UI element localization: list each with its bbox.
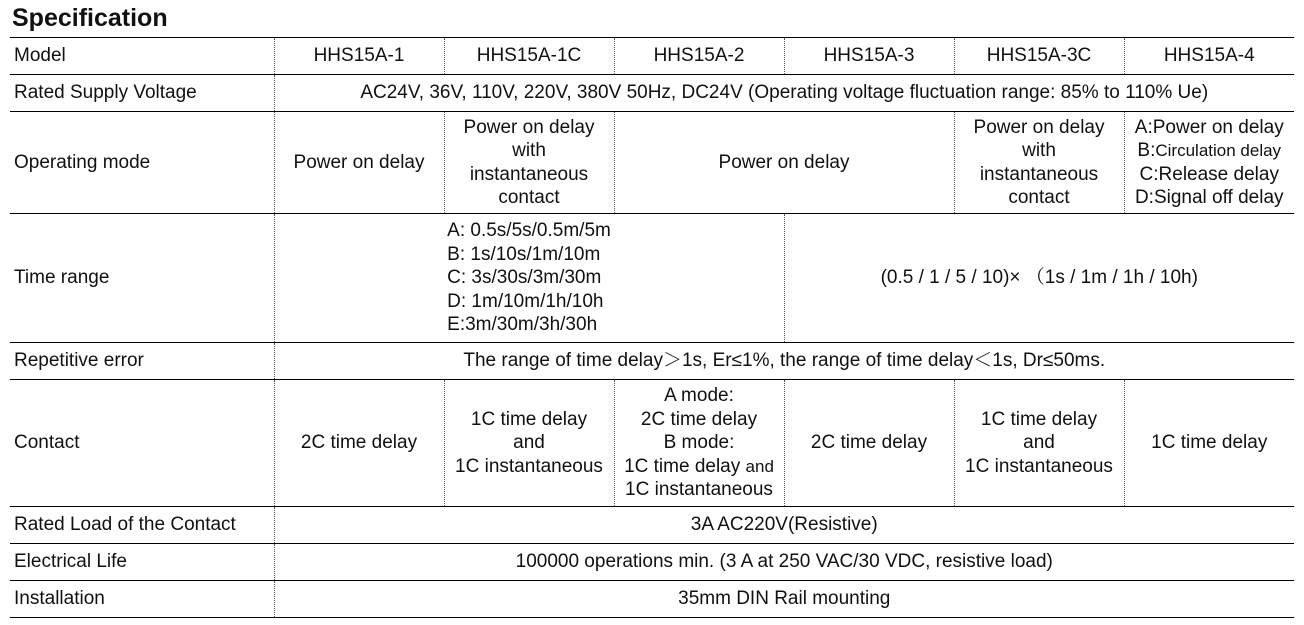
operating-mode-cell: Power on delay — [614, 112, 954, 214]
cell-line: B mode: — [663, 432, 735, 454]
model-cell: HHS15A-2 — [614, 38, 784, 75]
mode-key: D: — [1134, 187, 1154, 208]
mode-text: Power on delay — [1152, 116, 1284, 138]
row-installation — [10, 581, 1294, 618]
cell-line: 1C instantaneous — [625, 479, 773, 501]
cell-line: contact — [1008, 187, 1070, 208]
time-range-line: D: 1m/10m/1h/10h — [447, 290, 604, 312]
contact-cell: 2C time delay — [784, 380, 954, 507]
contact-cell: 2C time delay — [274, 380, 444, 507]
row-repetitive-error — [10, 343, 1294, 380]
cell-text: 1C time delay — [624, 455, 741, 477]
installation-label: Installation — [10, 581, 274, 618]
row-model — [10, 38, 1294, 75]
row-operating-mode — [10, 112, 1294, 214]
mode-line — [1129, 186, 1291, 210]
time-range-line: A: 0.5s/5s/0.5m/5m — [447, 220, 611, 242]
time-range-line: E:3m/30m/3h/30h — [447, 314, 598, 336]
time-range-right: (0.5 / 1 / 5 / 10)× （1s / 1m / 1h / 10h) — [784, 214, 1294, 343]
mode-line — [1129, 163, 1291, 187]
cell-line: and — [1023, 432, 1055, 454]
mode-text: Release delay — [1158, 163, 1279, 185]
time-range-line: B: 1s/10s/1m/10m — [447, 243, 601, 265]
mode-key: C: — [1139, 163, 1159, 185]
page-title: Specification — [12, 4, 168, 32]
row-time-range — [10, 214, 1294, 343]
row-rated-load — [10, 507, 1294, 544]
mode-text: Signal off delay — [1153, 187, 1284, 208]
cell-line: instantaneous — [469, 163, 589, 185]
contact-label: Contact — [10, 380, 274, 507]
cell-line: instantaneous — [979, 163, 1099, 185]
time-range-label: Time range — [10, 214, 274, 343]
electrical-life-value: 100000 operations min. (3 A at 250 VAC/30 VDC, resistive load) — [274, 544, 1294, 581]
operating-mode-label: Operating mode — [10, 112, 274, 214]
cell-line: and — [513, 432, 545, 454]
contact-cell — [444, 380, 614, 507]
installation-value: 35mm DIN Rail mounting — [274, 581, 1294, 618]
cell-line: contact — [498, 187, 560, 208]
mode-line — [1129, 139, 1291, 163]
cell-line: 1C time delay — [470, 408, 588, 430]
row-electrical-life — [10, 544, 1294, 581]
cell-line — [619, 455, 780, 479]
cell-line: 2C time delay — [640, 408, 758, 430]
time-range-list — [447, 219, 611, 337]
model-cell: HHS15A-3C — [954, 38, 1124, 75]
time-range-left — [274, 214, 784, 343]
rated-load-value: 3A AC220V(Resistive) — [274, 507, 1294, 544]
specification-table — [10, 37, 1294, 618]
operating-mode-cell — [444, 112, 614, 214]
row-contact — [10, 380, 1294, 507]
model-cell: HHS15A-3 — [784, 38, 954, 75]
operating-mode-cell: Power on delay — [274, 112, 444, 214]
repetitive-error-value: The range of time delay＞1s, Er≤1%, the range of time delay＜1s, Dr≤50ms. — [274, 343, 1294, 380]
cell-line: with — [1022, 140, 1056, 161]
cell-line: with — [512, 140, 546, 161]
contact-cell — [954, 380, 1124, 507]
cell-line: 1C instantaneous — [455, 455, 603, 477]
cell-line: Power on delay — [463, 116, 595, 138]
cell-line: Power on delay — [973, 116, 1105, 138]
row-voltage — [10, 75, 1294, 112]
model-label: Model — [10, 38, 274, 75]
rated-load-label: Rated Load of the Contact — [10, 507, 274, 544]
contact-cell: 1C time delay — [1124, 380, 1294, 507]
mode-key: A: — [1134, 116, 1153, 138]
repetitive-error-label: Repetitive error — [10, 343, 274, 380]
operating-mode-cell — [954, 112, 1124, 214]
electrical-life-label: Electrical Life — [10, 544, 274, 581]
contact-cell — [614, 380, 784, 507]
model-cell: HHS15A-1C — [444, 38, 614, 75]
voltage-value: AC24V, 36V, 110V, 220V, 380V 50Hz, DC24V (Operating voltage fluctuation range: 85% to 110% Ue) — [274, 75, 1294, 112]
mode-text: Circulation delay — [1155, 141, 1282, 160]
mode-key: B: — [1137, 140, 1156, 161]
cell-text: and — [745, 456, 774, 476]
model-cell: HHS15A-4 — [1124, 38, 1294, 75]
cell-line: 1C time delay — [980, 408, 1098, 430]
cell-line: A mode: — [664, 385, 734, 407]
time-range-line: C: 3s/30s/3m/30m — [447, 267, 602, 289]
operating-mode-cell — [1124, 112, 1294, 214]
mode-line — [1129, 116, 1291, 140]
voltage-label: Rated Supply Voltage — [10, 75, 274, 112]
model-cell: HHS15A-1 — [274, 38, 444, 75]
cell-line: 1C instantaneous — [965, 455, 1113, 477]
